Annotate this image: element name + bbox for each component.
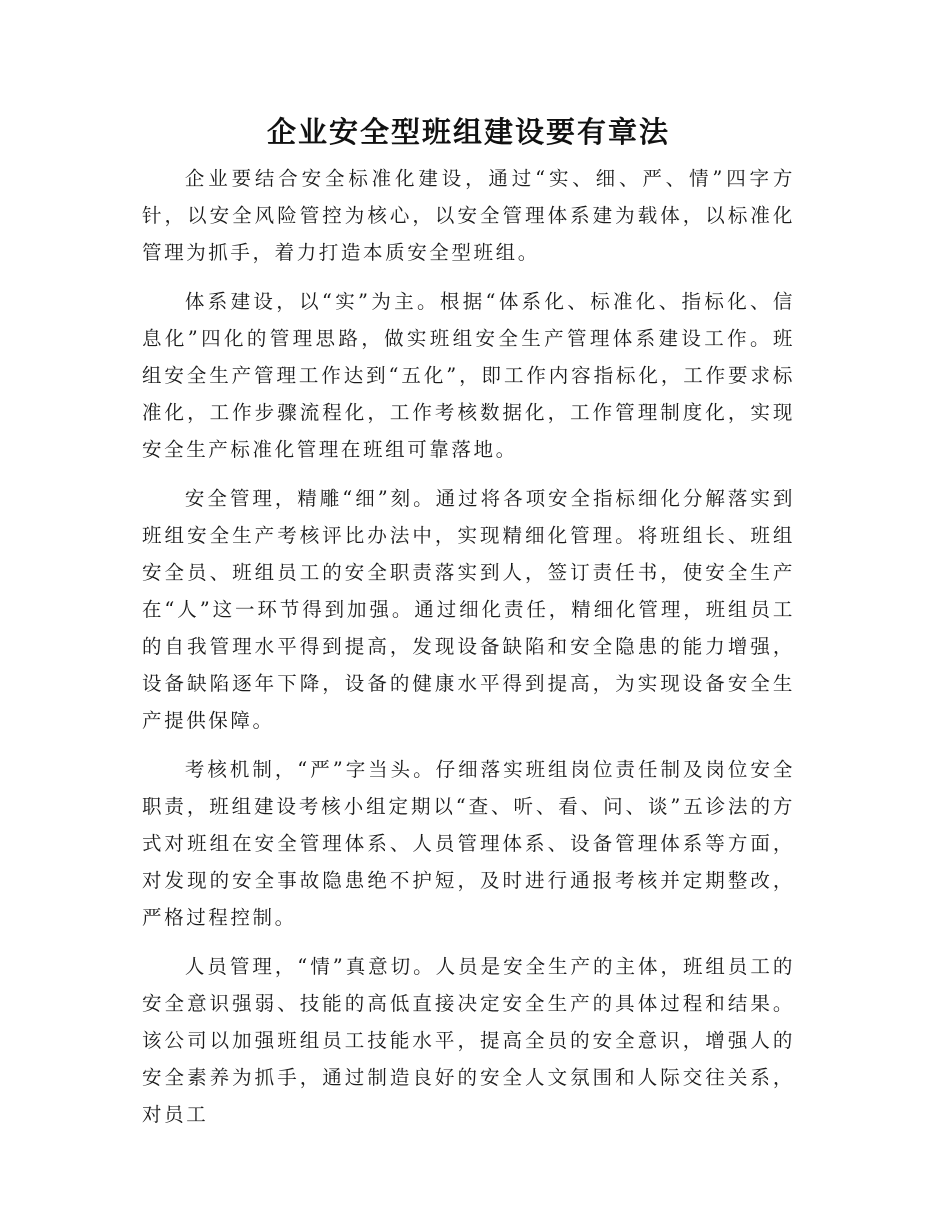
paragraph-system-building: 体系建设，以“实”为主。根据“体系化、标准化、指标化、信息化”四化的管理思路，做实班组安全生产管理体系建设工作。班组安全生产管理工作达到“五化”，即工作内容指标化，工作要求标准化，工作步骤流程化，工作考核数据化，工作管理制度化，实现安全生产标准化管理在班组可靠落地。 — [142, 290, 795, 461]
paragraph-intro: 企业要结合安全标准化建设，通过“实、细、严、情”四字方针，以安全风险管控为核心，以安全管理体系建为载体，以标准化管理为抓手，着力打造本质安全型班组。 — [142, 167, 795, 264]
paragraph-personnel-management: 人员管理，“情”真意切。人员是安全生产的主体，班组员工的安全意识强弱、技能的高低直接决定安全生产的具体过程和结果。该公司以加强班组员工技能水平，提高全员的安全意识，增强人的安全素养为抓手，通过制造良好的安全人文氛围和人际交往关系，对员工 — [142, 955, 795, 1126]
paragraph-assessment-mechanism: 考核机制，“严”字当头。仔细落实班组岗位责任制及岗位安全职责，班组建设考核小组定期以“查、听、看、问、谈”五诊法的方式对班组在安全管理体系、人员管理体系、设备管理体系等方面，对发现的安全事故隐患绝不护短，及时进行通报考核并定期整改，严格过程控制。 — [142, 758, 795, 929]
document-title: 企业安全型班组建设要有章法 — [266, 115, 670, 149]
paragraph-safety-management: 安全管理，精雕“细”刻。通过将各项安全指标细化分解落实到班组安全生产考核评比办法中，实现精细化管理。将班组长、班组安全员、班组员工的安全职责落实到人，签订责任书，使安全生产在“人”这一环节得到加强。通过细化责任，精细化管理，班组员工的自我管理水平得到提高，发现设备缺陷和安全隐患的能力增强，设备缺陷逐年下降，设备的健康水平得到提高，为实现设备安全生产提供保障。 — [142, 487, 795, 732]
